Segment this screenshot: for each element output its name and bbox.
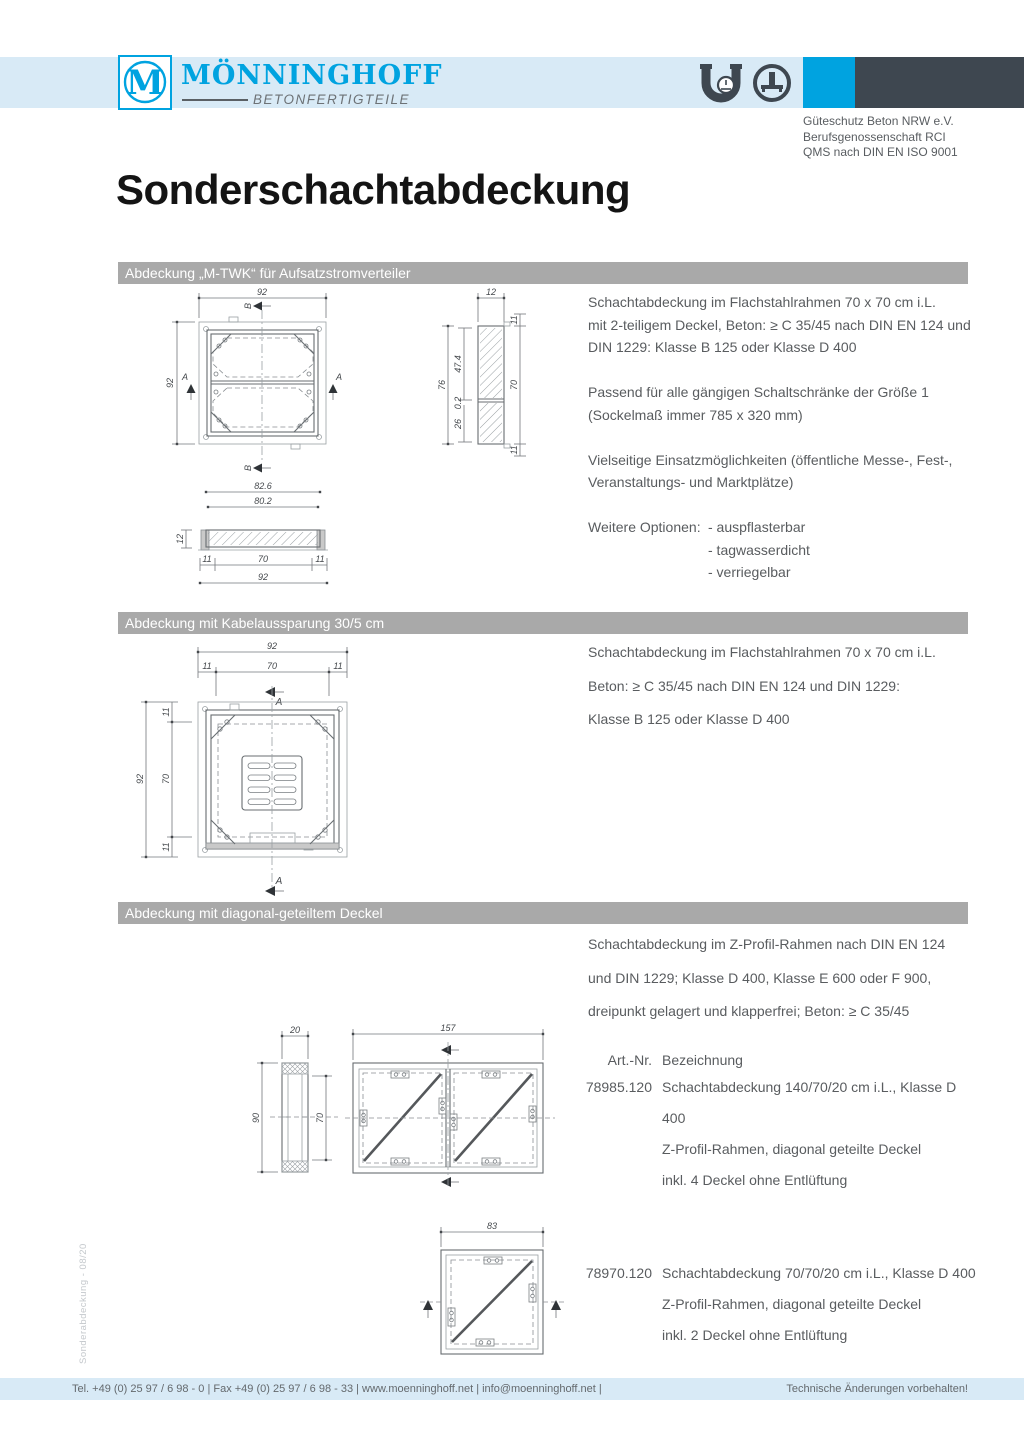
cover-panels <box>211 334 314 432</box>
dimension-lines <box>440 1222 544 1247</box>
brand-subtitle: BETONFERTIGTEILE <box>253 92 411 107</box>
section1-header: Abdeckung „M-TWK“ für Aufsatzstromverteiler <box>118 262 968 284</box>
text-line: Beton: ≥ C 35/45 nach DIN EN 124 und DIN 1229: <box>588 677 900 694</box>
section-letter: A <box>275 876 283 887</box>
article-number: 78970.120 <box>585 1265 652 1281</box>
article-row <box>570 1072 980 1196</box>
logo-letter: M <box>126 63 164 103</box>
dim-label: 82.6 <box>254 481 272 491</box>
cert-line: Berufsgenossenschaft RCI <box>803 129 946 144</box>
text-line: inkl. 4 Deckel ohne Entlüftung <box>662 1172 848 1188</box>
section1-text <box>588 291 978 584</box>
paragraph <box>588 291 978 359</box>
cert-line: Güteschutz Beton NRW e.V. <box>803 114 954 128</box>
dim-label: 12 <box>175 533 185 545</box>
cover-cross-section <box>198 530 328 550</box>
text-line: dreipunkt gelagert und klapperfrei; Beton: ≥ C 35/45 <box>588 1003 910 1019</box>
dim-label: 76 <box>437 379 447 391</box>
dim-label: 11 <box>161 707 171 717</box>
section3-text <box>588 928 983 1029</box>
option-item: - verriegelbar <box>708 564 791 580</box>
gueteschutz-icon <box>700 63 744 103</box>
dimension-lines <box>251 1025 332 1173</box>
dim-label: 11 <box>333 661 343 671</box>
footer <box>0 1378 1024 1400</box>
diagonal-cover <box>452 1261 532 1342</box>
section-letter: A <box>335 372 343 382</box>
cert-line: QMS nach DIN EN ISO 9001 <box>803 145 958 159</box>
section-letter: A <box>181 372 189 382</box>
berufsgenossenschaft-icon <box>752 63 792 103</box>
text-line: (Sockelmaß immer 785 x 320 mm) <box>588 406 803 423</box>
article-number: 78985.120 <box>585 1079 652 1095</box>
drawing-zprofil-side <box>250 1024 340 1182</box>
column-header-bezeichnung: Bezeichnung <box>662 1052 743 1068</box>
text-line: inkl. 2 Deckel ohne Entlüftung <box>662 1327 848 1343</box>
dim-label: 20 <box>289 1025 301 1035</box>
footer-note: Technische Änderungen vorbehalten! <box>786 1383 968 1395</box>
drawing-kabelaussparung-plan <box>132 638 477 900</box>
dim-label: 11 <box>161 842 171 852</box>
certifications <box>803 114 958 161</box>
page-title: Sonderschachtabdeckung <box>116 166 631 213</box>
dim-label: 70 <box>161 773 171 785</box>
section-letter: B <box>243 464 253 472</box>
text-line: Schachtabdeckung 70/70/20 cm i.L., Klasse D 400 <box>662 1265 976 1281</box>
text-line: Passend für alle gängigen Schaltschränke der Größe 1 <box>588 384 929 400</box>
options-block <box>588 516 978 584</box>
dim-label: 92 <box>135 773 145 785</box>
frame-outline <box>198 702 347 857</box>
logo-m-icon <box>120 57 170 108</box>
article-description <box>662 1258 980 1351</box>
profile-body <box>282 1063 308 1172</box>
dim-label: 11 <box>509 315 519 325</box>
dim-label: 157 <box>440 1023 456 1033</box>
text-line: Schachtabdeckung im Flachstahlrahmen 70 x 70 cm i.L. <box>588 294 936 310</box>
drawing-mtwk-cross-section <box>170 478 360 596</box>
column-header-artnr: Art.-Nr. <box>607 1052 652 1068</box>
text-line: mit 2-teiligem Deckel, Beton: ≥ C 35/45 nach DIN EN 124 und <box>588 316 971 333</box>
dim-label: 70 <box>315 1112 325 1124</box>
header-dark-block <box>855 57 1024 108</box>
text-line: Schachtabdeckung im Z-Profil-Rahmen nach DIN EN 124 <box>588 936 946 952</box>
drawing-zprofil-plan-70 <box>412 1222 572 1370</box>
text-line: Z-Profil-Rahmen, diagonal geteilte Deckel <box>662 1141 922 1157</box>
dim-label: 80.2 <box>254 496 272 506</box>
dim-label: 0.2 <box>453 396 463 410</box>
dim-label: 70 <box>509 379 519 391</box>
dim-label: 83 <box>486 1222 498 1231</box>
text-line: Schachtabdeckung im Flachstahlrahmen 70 x 70 cm i.L. <box>588 644 936 660</box>
text-line: DIN 1229: Klasse B 125 oder Klasse D 400 <box>588 339 857 355</box>
header-cyan-block <box>803 57 855 108</box>
profile-body <box>478 322 510 448</box>
dim-label: 11 <box>202 554 212 564</box>
dim-label: 11 <box>509 445 519 455</box>
option-item: - tagwasserdicht <box>708 541 810 558</box>
dim-label: 92 <box>266 641 278 651</box>
dim-label: 70 <box>266 661 278 671</box>
company-logo <box>118 55 172 110</box>
section-letter: A <box>275 697 283 708</box>
options-label: Weitere Optionen: <box>588 519 701 535</box>
dim-label: 26 <box>453 418 463 430</box>
article-description <box>662 1072 980 1196</box>
section2-header: Abdeckung mit Kabelaussparung 30/5 cm <box>118 612 968 634</box>
dim-label: 70 <box>257 554 269 564</box>
text-line: Veranstaltungs- und Marktplätze) <box>588 474 794 490</box>
dimension-lines <box>135 641 348 858</box>
brand-divider <box>182 99 248 101</box>
text-line: Z-Profil-Rahmen, diagonal geteilte Deckel <box>662 1296 922 1312</box>
drawing-zprofil-plan-140 <box>343 1022 558 1190</box>
frame-outline <box>199 317 326 449</box>
text-line: und DIN 1229; Klasse D 400, Klasse E 600 oder F 900, <box>588 969 932 986</box>
option-item: - auspflasterbar <box>708 519 806 535</box>
dim-label: 92 <box>256 287 268 297</box>
paragraph <box>588 449 978 494</box>
dim-label: 92 <box>257 572 269 582</box>
corner-braces <box>211 715 334 844</box>
brand-name: MÖNNINGHOFF <box>181 60 443 91</box>
dimension-lines <box>165 287 327 445</box>
dim-label: 12 <box>485 287 497 297</box>
dim-label: 11 <box>202 661 212 671</box>
dim-label: 47.4 <box>453 355 463 373</box>
drawing-mtwk-plan <box>155 284 360 484</box>
text-line: Schachtabdeckung 140/70/20 cm i.L., Klasse D 400 <box>662 1079 957 1126</box>
section3-header: Abdeckung mit diagonal-geteiltem Deckel <box>118 902 968 924</box>
paragraph <box>588 381 978 426</box>
section2-text <box>588 636 983 737</box>
options-list <box>708 516 978 584</box>
text-line: Vielseitige Einsatzmöglichkeiten (öffentliche Messe-, Fest-, <box>588 451 953 468</box>
footer-contact: Tel. +49 (0) 25 97 / 6 98 - 0 | Fax +49 (0) 25 97 / 6 98 - 33 | www.moenninghoff.net | info@moenninghoff.net | <box>72 1383 602 1395</box>
article-row <box>570 1258 980 1351</box>
dim-label: 11 <box>315 554 325 564</box>
text-line: Klasse B 125 oder Klasse D 400 <box>588 711 790 727</box>
dim-label: 92 <box>165 377 175 389</box>
drawing-mtwk-side <box>420 284 540 484</box>
section-letter: B <box>243 302 253 310</box>
document-version-note: Sonderabdeckung - 08/20 <box>78 1243 89 1364</box>
dim-label: 90 <box>251 1112 261 1124</box>
